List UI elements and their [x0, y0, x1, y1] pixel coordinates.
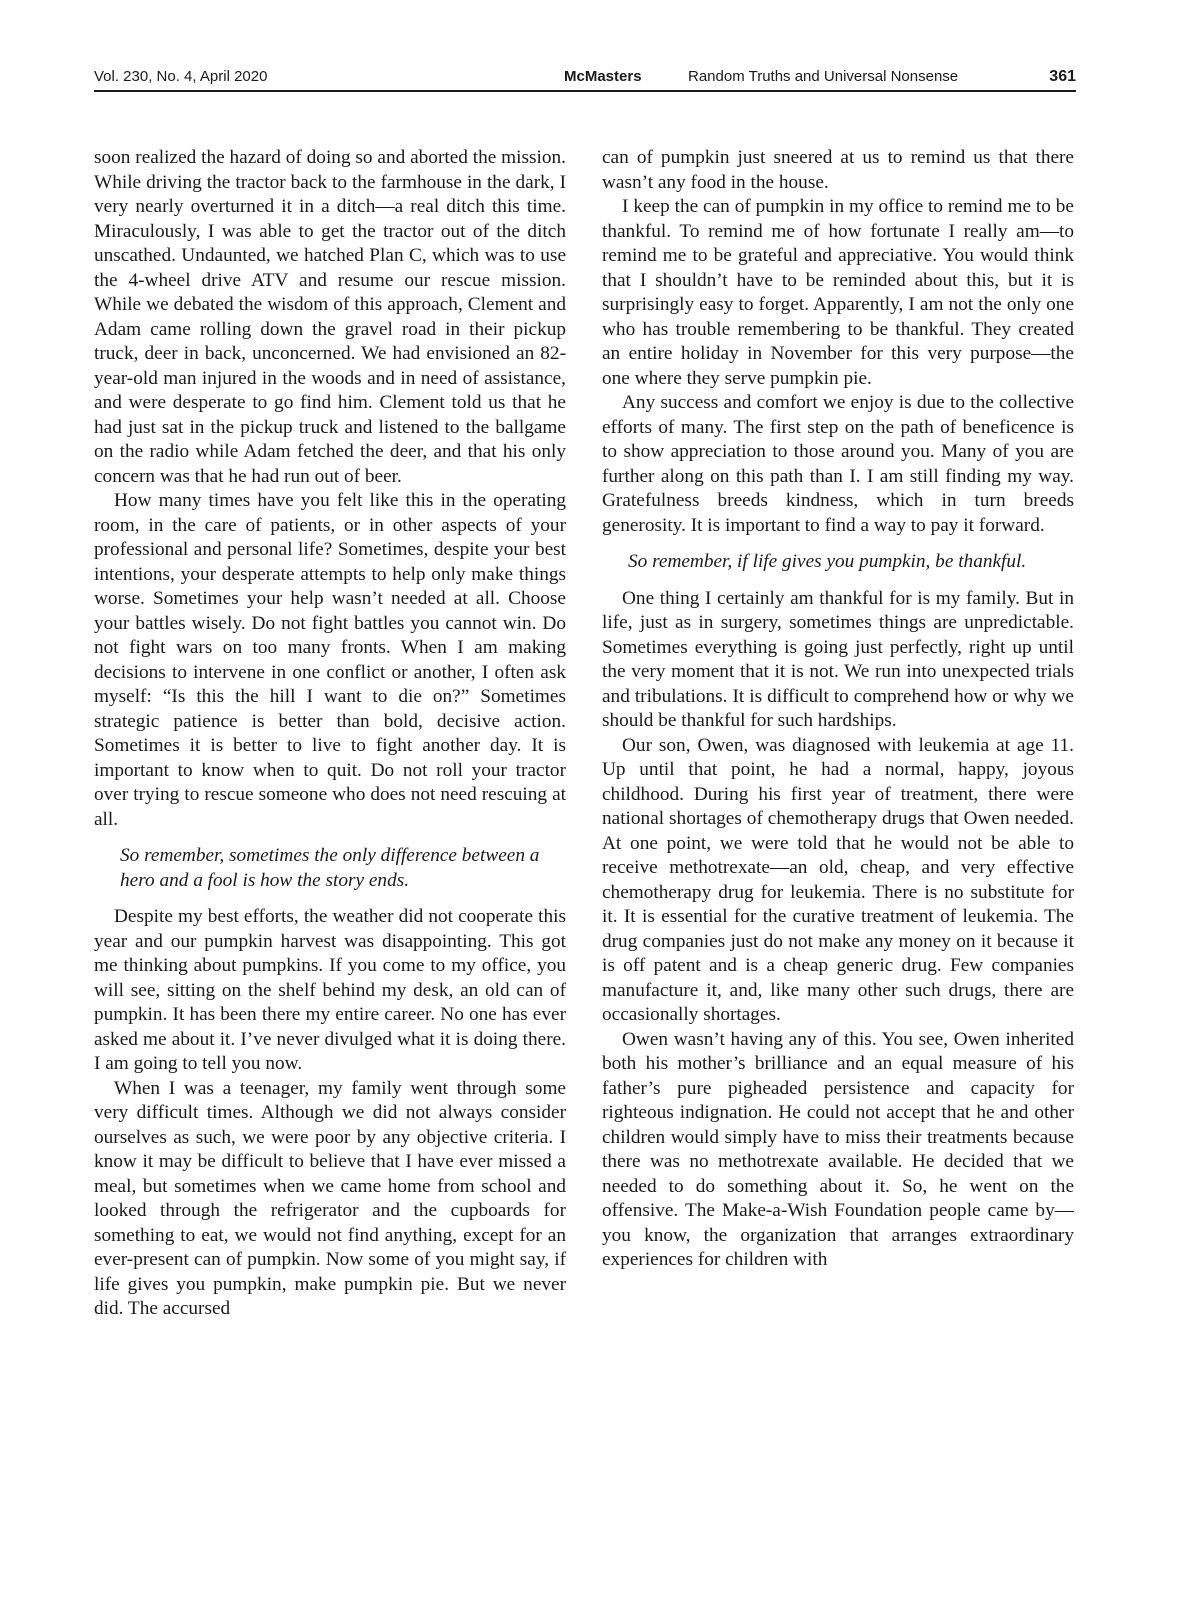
paragraph: soon realized the hazard of doing so and aborted the mission. While driving the tractor back to the farmhouse in the dark, I very nearly overturned it in a ditch—a real ditch this time. Miraculously, I was able to get the tractor out of the ditch unscathed. Undaunted, we hatched Plan C, which was to use the 4-wheel drive ATV and resume our rescue mission. While we debated the wisdom of this approach, Clement and Adam came rolling down the gravel road in their pickup truck, deer in back, unconcerned. We had envisioned an 82-year-old man injured in the woods and in need of assistance, and were desperate to go find him. Clement told us that he had just sat in the pickup truck and listened to the ballgame on the radio while Adam fetched the deer, and that his only concern was that he had run out of beer. — [94, 147, 566, 487]
pull-quote: So remember, sometimes the only difference between a hero and a fool is how the story ends. — [120, 845, 540, 891]
paragraph: Our son, Owen, was diagnosed with leukemia at age 11. Up until that point, he had a normal, happy, joyous childhood. During his first year of treatment, there were national shortages of chemotherapy drugs that Owen needed. At one point, we were told that he would not be able to receive methotrexate—an old, cheap, and very effective chemotherapy drug for leukemia. There is no substitute for it. It is essential for the curative treatment of leukemia. The drug companies just do not make any money on it because it is off patent and is a cheap generic drug. Few companies manufacture it, and, like many other such drugs, there are occasionally shortages. — [602, 734, 1074, 1025]
paragraph: When I was a teenager, my family went through some very difficult times. Although we did not always consider ourselves as such, we were poor by any objective criteria. I know it may be difficult to believe that I have ever missed a meal, but sometimes when we came home from school and looked through the refrigerator and the cupboards for something to eat, we would not find anything, except for an ever-present can of pumpkin. Now some of you might say, if life gives you pumpkin, make pumpkin pie. But we never did. The accursed — [94, 1077, 566, 1319]
running-header — [94, 64, 1076, 92]
paragraph: can of pumpkin just sneered at us to remind us that there wasn’t any food in the house. — [602, 147, 1074, 193]
paragraph: I keep the can of pumpkin in my office to remind me to be thankful. To remind me of how fortunate I really am—to remind me to be grateful and appreciative. You would think that I shouldn’t have to be reminded about this, but it is surprisingly easy to forget. Apparently, I am not the only one who has trouble remembering to be thankful. They created an entire holiday in November for this very purpose—the one where they serve pumpkin pie. — [602, 196, 1074, 389]
left-column — [94, 146, 566, 1322]
right-column — [602, 146, 1074, 1273]
running-author: McMasters — [564, 68, 642, 85]
pull-quote: So remember, if life gives you pumpkin, be thankful. — [628, 551, 1027, 572]
page-number: 361 — [1049, 68, 1076, 85]
paragraph: How many times have you felt like this in the operating room, in the care of patients, or in other aspects of your professional and personal life? Sometimes, despite your best intentions, your desperate attempts to help only make things worse. Sometimes your help wasn’t needed at all. Choose your battles wisely. Do not fight battles you cannot win. Do not fight wars on too many fronts. When I am making decisions to intervene in one conflict or another, I often ask myself: “Is this the hill I want to die on?” Sometimes strategic patience is better than bold, decisive action. Sometimes it is better to live to fight another day. It is important to know when to quit. Do not roll your tractor over trying to rescue someone who does not need rescuing at all. — [94, 490, 566, 830]
journal-volume: Vol. 230, No. 4, April 2020 — [94, 68, 268, 85]
paragraph: One thing I certainly am thankful for is my family. But in life, just as in surgery, sometimes things are unpredictable. Sometimes everything is going just perfectly, right up until the very moment that it is not. We run into unexpected trials and tribulations. It is difficult to comprehend how or why we should be thankful for such hardships. — [602, 587, 1074, 731]
paragraph: Any success and comfort we enjoy is due to the collective efforts of many. The first step on the path of beneficence is to show appreciation to those around you. Many of you are further along on this path than I. I am still finding my way. Gratefulness breeds kindness, which in turn breeds generosity. It is important to find a way to pay it forward. — [602, 392, 1074, 536]
paragraph: Owen wasn’t having any of this. You see, Owen inherited both his mother’s brilliance and an equal measure of his father’s pure pigheaded persistence and capacity for righteous indignation. He could not accept that he and other children would simply have to miss their treatments because there was no methotrexate available. He decided that we needed to do something about it. So, he went on the offensive. The Make-a-Wish Foundation people came by—you know, the organization that arranges extraordinary experiences for children with — [602, 1028, 1074, 1270]
running-title: Random Truths and Universal Nonsense — [688, 68, 959, 85]
paragraph: Despite my best efforts, the weather did not cooperate this year and our pumpkin harvest was disappointing. This got me thinking about pumpkins. If you come to my office, you will see, sitting on the shelf behind my desk, an old can of pumpkin. It has been there my entire career. No one has ever asked me about it. I’ve never divulged what it is doing there. I am going to tell you now. — [94, 906, 566, 1074]
